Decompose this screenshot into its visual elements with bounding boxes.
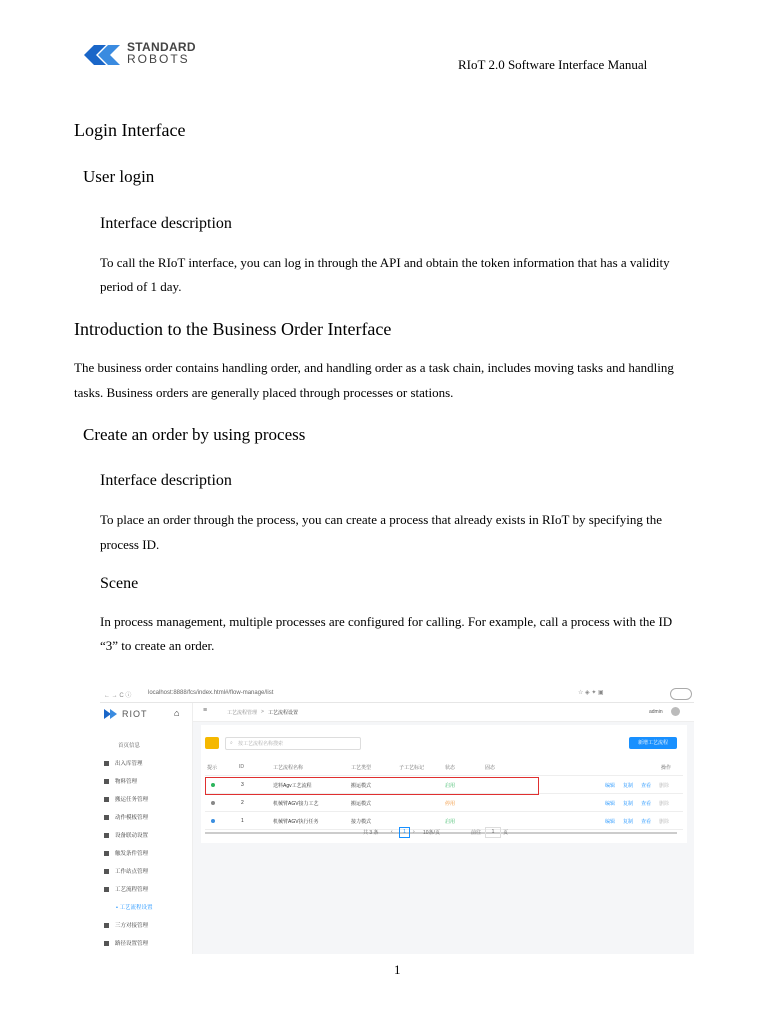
- menu-toggle-icon[interactable]: ≡: [203, 707, 208, 714]
- search-input[interactable]: ⌕ 按工艺流程名称搜索: [225, 737, 361, 750]
- heading-business-order: Introduction to the Business Order Interface: [74, 319, 392, 339]
- paragraph-business-line1: The business order contains handling order, and handling order as a task chain, includes moving tasks and handling: [74, 360, 674, 375]
- heading-create-order: Create an order by using process: [83, 425, 306, 444]
- sidebar-item-home[interactable]: 首页信息: [118, 743, 141, 749]
- heading-scene: Scene: [100, 575, 139, 592]
- paragraph-process-line2: process ID.: [100, 537, 160, 552]
- browser-profile-button[interactable]: [670, 688, 692, 700]
- device-icon: [104, 833, 109, 838]
- goto-input[interactable]: 1: [485, 827, 501, 838]
- sidebar-item-trigger[interactable]: 触发条件管理: [104, 849, 148, 857]
- sidebar-item-inbound[interactable]: 出入库管理: [104, 759, 143, 767]
- paragraph-login-line2: period of 1 day.: [100, 279, 182, 294]
- table-row[interactable]: 3 送料Agv工艺流程 搬运模式 启用 编辑 复制 查看 删除: [205, 777, 683, 794]
- main-content: [193, 703, 694, 954]
- status-dot: [211, 801, 215, 805]
- sidebar-item-third-party[interactable]: 三方对接管理: [104, 921, 148, 929]
- table-row[interactable]: 2 机械臂AGV接力工艺 搬运模式 停用 编辑 复制 查看 删除: [205, 795, 683, 812]
- edit-link[interactable]: 编辑: [605, 819, 616, 825]
- third-party-icon: [104, 923, 109, 928]
- copy-link[interactable]: 复制: [623, 819, 634, 825]
- browser-address-bar: [100, 686, 694, 703]
- goto-label: 前往: [471, 830, 482, 836]
- add-process-button[interactable]: 新增工艺流程: [629, 737, 677, 749]
- browser-toolbar-icons: ☆ ◈ ✦ ▣: [578, 690, 604, 696]
- view-link[interactable]: 查看: [641, 783, 652, 789]
- paragraph-business-line2: tasks. Business orders are generally placed through processes or stations.: [74, 385, 454, 400]
- content-card: [201, 725, 687, 843]
- browser-url[interactable]: localhost:8888/fcs/index.html#/flow-manage/list: [148, 690, 274, 696]
- embedded-screenshot: [100, 686, 694, 954]
- home-icon[interactable]: ⌂: [174, 708, 180, 718]
- sidebar-item-path-settings[interactable]: 路径设置管理: [104, 939, 148, 947]
- riot-logo-icon: [104, 709, 118, 719]
- search-icon: ⌕: [230, 740, 233, 746]
- sidebar-item-device-link[interactable]: 设备联动设置: [104, 831, 148, 839]
- paragraph-process-line1: To place an order through the process, you can create a process that already exists in RIoT by specifying the: [100, 512, 662, 527]
- edit-link[interactable]: 编辑: [605, 783, 616, 789]
- logo-text-robots: ROBOTS: [127, 52, 190, 66]
- sidebar-item-transport[interactable]: 搬运任务管理: [104, 795, 148, 803]
- prev-page-icon[interactable]: ‹: [391, 829, 393, 835]
- paragraph-scene-line1: In process management, multiple processes are configured for calling. For example, call a process with the ID: [100, 614, 673, 629]
- template-icon: [104, 815, 109, 820]
- refresh-button[interactable]: [205, 737, 219, 749]
- paragraph-scene-line2: “3” to create an order.: [100, 638, 215, 653]
- breadcrumb-parent[interactable]: 工艺流程管理: [227, 710, 258, 716]
- heading-login-interface: Login Interface: [74, 120, 186, 140]
- transport-icon: [104, 797, 109, 802]
- breadcrumb-separator: >: [261, 709, 264, 715]
- heading-interface-description-1: Interface description: [100, 215, 232, 232]
- delete-link[interactable]: 删除: [659, 801, 670, 807]
- view-link[interactable]: 查看: [641, 819, 652, 825]
- view-link[interactable]: 查看: [641, 801, 652, 807]
- material-icon: [104, 779, 109, 784]
- next-page-icon[interactable]: ›: [413, 829, 415, 835]
- delete-link[interactable]: 删除: [659, 819, 670, 825]
- trigger-icon: [104, 851, 109, 856]
- heading-user-login: User login: [83, 167, 155, 186]
- table-header: 提示 ID 工艺流程名称 工艺类型 子工艺标记 状态 固态 操作: [205, 759, 683, 776]
- top-bar: [193, 703, 694, 722]
- logo-text-standard: STANDARD: [127, 40, 196, 54]
- user-name[interactable]: admin: [649, 709, 663, 715]
- browser-nav-icons: ← → C ⓘ: [104, 693, 132, 699]
- flag-icon: [104, 869, 109, 874]
- page-number: 1: [394, 962, 401, 977]
- sidebar-item-action-template[interactable]: 动作模板管理: [104, 813, 148, 821]
- edit-link[interactable]: 编辑: [605, 801, 616, 807]
- sidebar-item-process-settings[interactable]: • 工艺流程设置: [116, 905, 153, 911]
- pagination-total: 共 3 条: [363, 830, 379, 836]
- pagination: [363, 827, 543, 837]
- status-dot: [211, 819, 215, 823]
- inbound-icon: [104, 761, 109, 766]
- paragraph-login-line1: To call the RIoT interface, you can log in through the API and obtain the token information that has a validity: [100, 255, 670, 270]
- table-row[interactable]: 1 机械臂AGV执行任务 接力模式 启用 编辑 复制 查看 删除: [205, 813, 683, 830]
- highlight-box: [205, 777, 539, 795]
- current-page[interactable]: 1: [399, 827, 410, 838]
- delete-link[interactable]: 删除: [659, 783, 670, 789]
- manual-title: RIoT 2.0 Software Interface Manual: [458, 57, 648, 72]
- sidebar: [100, 703, 193, 954]
- copy-link[interactable]: 复制: [623, 783, 634, 789]
- path-icon: [104, 941, 109, 946]
- page-size-select[interactable]: 10条/页: [423, 830, 440, 836]
- app-logo: RIOT: [104, 707, 144, 721]
- heading-interface-description-2: Interface description: [100, 472, 232, 489]
- breadcrumb-current: 工艺流程设置: [268, 710, 299, 716]
- sidebar-item-station[interactable]: 工作站点管理: [104, 867, 148, 875]
- sidebar-item-material[interactable]: 物料管理: [104, 777, 137, 785]
- goto-suffix: 页: [503, 830, 509, 836]
- copy-link[interactable]: 复制: [623, 801, 634, 807]
- sidebar-item-process-management[interactable]: 工艺流程管理: [104, 885, 148, 893]
- avatar[interactable]: [671, 707, 680, 716]
- process-icon: [104, 887, 109, 892]
